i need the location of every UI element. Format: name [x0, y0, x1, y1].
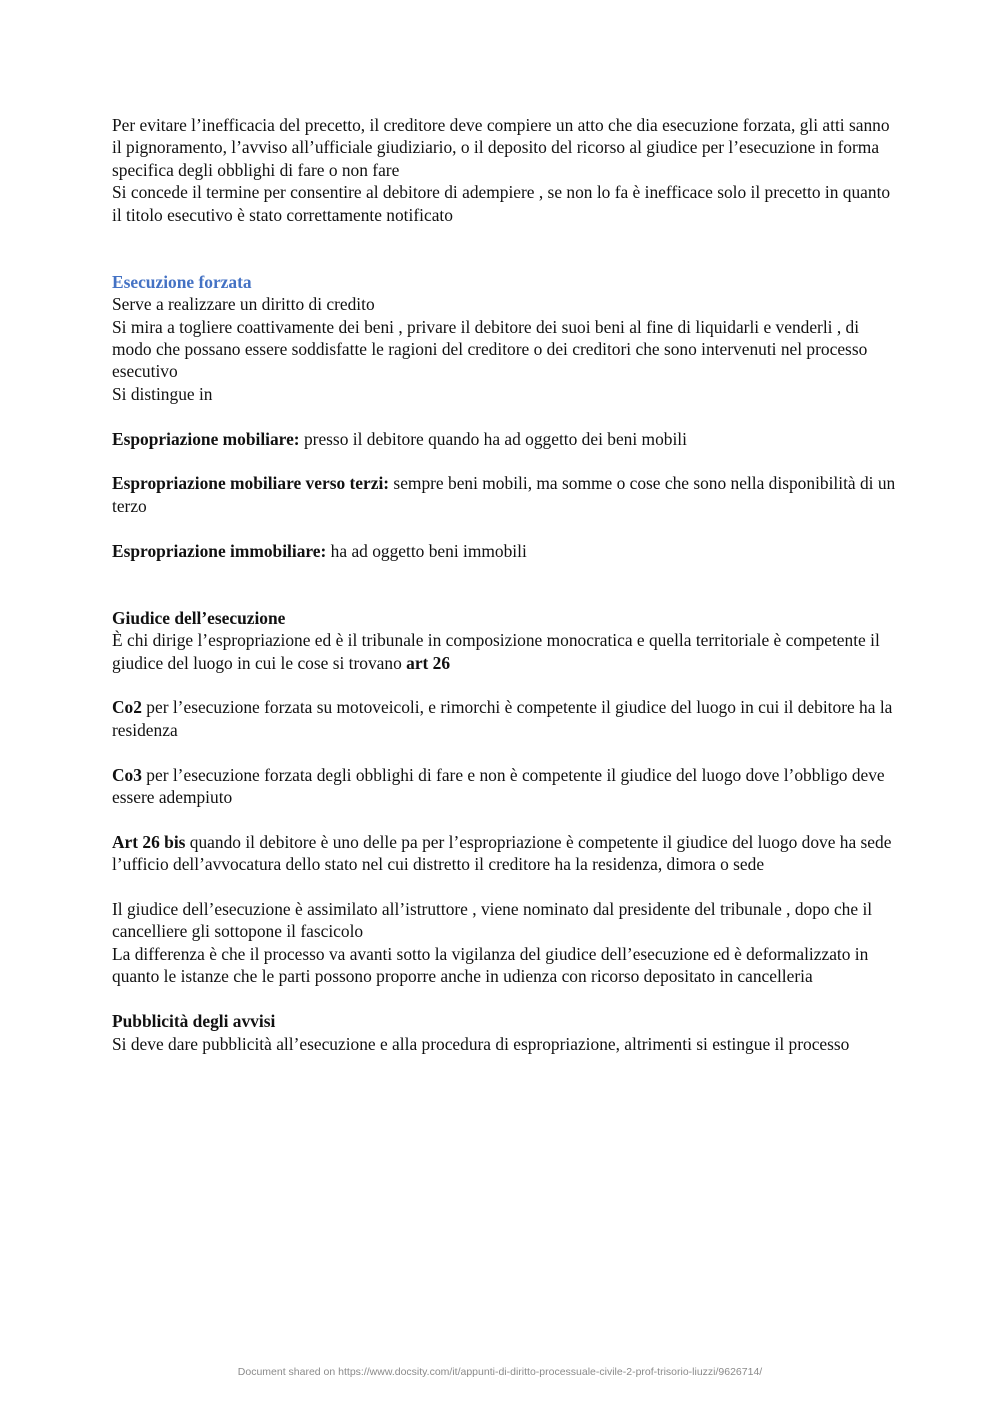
- term-label: Art 26 bis: [112, 831, 186, 852]
- giudice-paragraph-text: È chi dirige l’espropriazione ed è il tribunale in composizione monocratica e quella territoriale è competente il giudice del luogo in cui le cose si trovano: [112, 630, 880, 673]
- intro-paragraph-1: Per evitare l’inefficacia del precetto, il creditore deve compiere un atto che dia esecuzione forzata, gli atti sanno il pignoramento, l’avviso all’ufficiale giudiziario, o il deposito del ricorso al giudice per l’esecuzione in forma specifica degli obblighi di fare o non fare: [112, 115, 890, 180]
- term-description: sempre beni mobili, ma somme o cose che sono nella disponibilità di un terzo: [112, 473, 896, 516]
- section-heading-pubblicita-avvisi: Pubblicità degli avvisi: [112, 1011, 276, 1032]
- giudice-paragraph-1: [112, 629, 902, 674]
- pubblicita-paragraph-1: Si deve dare pubblicità all’esecuzione e alla procedura di espropriazione, altrimenti si estingue il processo: [112, 1033, 850, 1054]
- intro-paragraph-2: Si concede il termine per consentire al debitore di adempiere , se non lo fa è inefficace solo il precetto in quanto il titolo esecutivo è stato correttamente notificato: [112, 182, 891, 225]
- term-description: per l’esecuzione forzata degli obblighi di fare e non è competente il giudice del luogo dove l’obbligo deve essere adempiuto: [112, 764, 885, 808]
- list-item-espropriazione-immobiliare: [112, 540, 902, 562]
- section-heading-esecuzione-forzata: Esecuzione forzata: [112, 271, 252, 292]
- term-description: ha ad oggetto beni immobili: [326, 540, 527, 561]
- giudice-paragraph-5: Il giudice dell’esecuzione è assimilato all’istruttore , viene nominato dal presidente del tribunale , dopo che il cancelliere gli sottopone il fascicolo: [112, 899, 873, 942]
- list-item-espropriazione-mobiliare: [112, 428, 902, 450]
- footer-source-note: Document shared on https://www.docsity.com/it/appunti-di-diritto-processuale-civile-2-prof-trisorio-liuzzi/9626714/: [237, 1366, 763, 1378]
- term-label: Co2: [112, 697, 142, 718]
- document-page: [112, 114, 902, 1055]
- esecuzione-line-2: Si mira a togliere coattivamente dei beni , privare il debitore dei suoi beni al fine di liquidarli e venderli , di modo che possano essere soddisfatte le ragioni del creditore o dei creditori che sono intervenuti nel processo esecutivo: [112, 316, 868, 382]
- giudice-paragraph-art26bis: [112, 831, 902, 876]
- term-label: Espropriazione mobiliare verso terzi:: [112, 473, 390, 494]
- list-item-espropriazione-verso-terzi: [112, 472, 902, 517]
- esecuzione-line-3: Si distingue in: [112, 383, 213, 404]
- term-description: per l’esecuzione forzata su motoveicoli, e rimorchi è competente il giudice del luogo in cui il debitore ha la residenza: [112, 697, 893, 740]
- esecuzione-line-1: Serve a realizzare un diritto di credito: [112, 294, 375, 315]
- article-reference: art 26: [406, 652, 451, 673]
- giudice-paragraph-co3: [112, 764, 902, 809]
- term-label: Espopriazione mobiliare:: [112, 428, 300, 449]
- term-label: Co3: [112, 764, 142, 785]
- term-description: presso il debitore quando ha ad oggetto dei beni mobili: [299, 428, 687, 449]
- section-heading-giudice-esecuzione: Giudice dell’esecuzione: [112, 607, 286, 628]
- term-label: Espropriazione immobiliare:: [112, 540, 327, 561]
- giudice-paragraph-6: La differenza è che il processo va avanti sotto la vigilanza del giudice dell’esecuzione ed è deformalizzato in quanto le istanze che le parti possono proporre anche in udienza con ricorso depositato in cancelleria: [112, 943, 869, 987]
- giudice-paragraph-co2: [112, 696, 902, 741]
- term-description: quando il debitore è uno delle pa per l’espropriazione è competente il giudice del luogo dove ha sede l’ufficio dell’avvocatura dello stato nel cui distretto il creditore ha la residenza, dimora o sede: [112, 831, 892, 875]
